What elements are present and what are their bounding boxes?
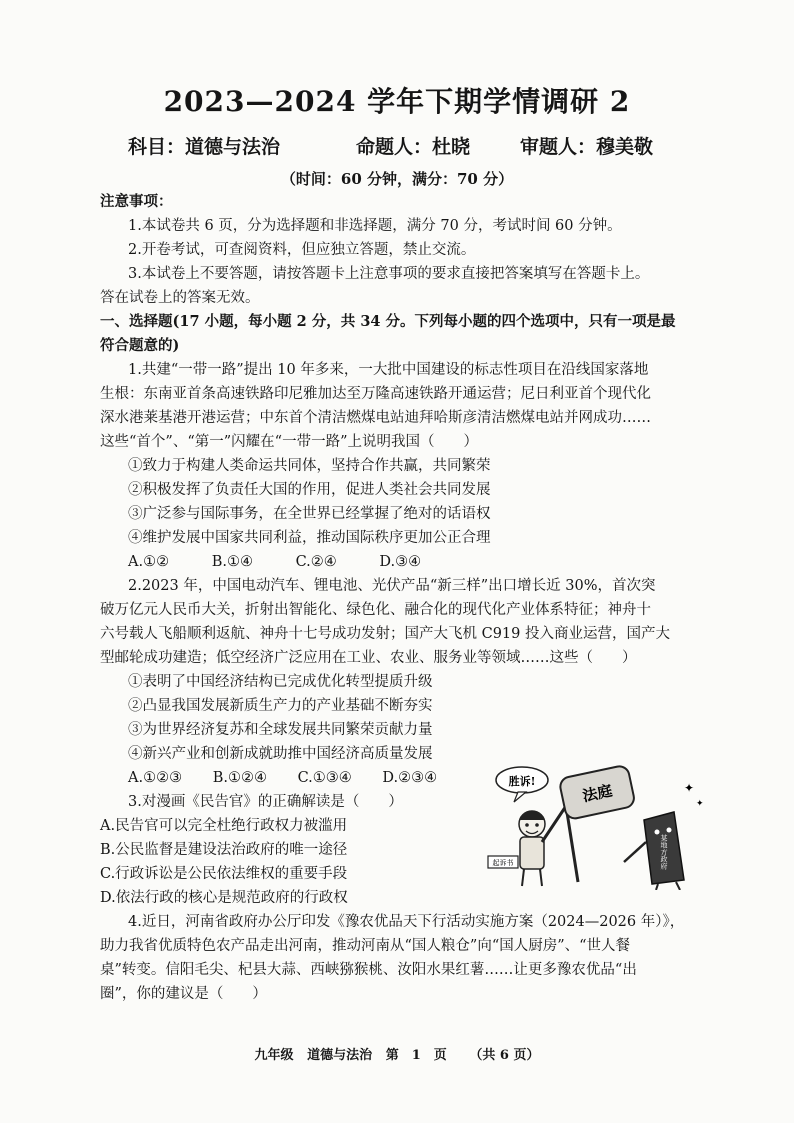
setter-label: 命题人：杜晓 xyxy=(356,136,471,158)
q4-stem: 桌”转变。信阳毛尖、杞县大蒜、西峡猕猴桃、汝阳水果红薯……让更多豫农优品“出 xyxy=(100,962,637,978)
q1-choice-a[interactable]: A.①② xyxy=(128,554,170,570)
speech-text: 胜诉! xyxy=(508,775,536,788)
hammer-label: 法庭 xyxy=(580,781,614,806)
paper-label: 起诉书 xyxy=(492,859,514,867)
q1-choice-c[interactable]: C.②④ xyxy=(295,554,337,570)
q4-stem: 4.近日，河南省政府办公厅印发《豫农优品天下行活动实施方案（2024—2026 年）》， xyxy=(128,914,685,930)
q1-statement: ③广泛参与国际事务，在全世界已经掌握了绝对的话语权 xyxy=(128,506,491,522)
q1-choices xyxy=(128,550,728,574)
dizzy-icon: ✦ xyxy=(684,781,695,795)
cartoon-illustration xyxy=(474,762,714,890)
q2-stem: 型邮轮成功建造；低空经济广泛应用在工业、农业、服务业等领域……这些（ ） xyxy=(100,650,637,666)
q1-choice-d[interactable]: D.③④ xyxy=(379,554,422,570)
q4-stem: 圈”，你的建议是（ ） xyxy=(100,986,267,1002)
q1-choice-b[interactable]: B.①④ xyxy=(211,554,253,570)
q1-statement: ④维护发展中国家共同利益，推动国际秩序更加公正合理 xyxy=(128,530,491,546)
q2-stem: 破万亿元人民币大关，折射出智能化、绿色化、融合化的现代化产业体系特征；神舟十 xyxy=(100,602,651,618)
q2-statement: ①表明了中国经济结构已完成优化转型提质升级 xyxy=(128,674,433,690)
q3-option-c[interactable]: C.行政诉讼是公民依法维权的重要手段 xyxy=(100,866,348,882)
notice-item: 3.本试卷上不要答题，请按答题卡上注意事项的要求直接把答案填写在答题卡上。 xyxy=(128,266,650,282)
q1-stem: 深水港莱基港开港运营；中东首个清洁燃煤电站迪拜哈斯彦清洁燃煤电站并网成功…… xyxy=(100,410,651,426)
section-heading: 一、选择题(17 小题，每小题 2 分，共 34 分。下列每小题的四个选项中，只有一项是最 xyxy=(100,313,676,330)
notice-item: 2.开卷考试，可查阅资料，但应独立答题，禁止交流。 xyxy=(128,242,476,258)
notice-item: 答在试卷上的答案无效。 xyxy=(100,290,260,306)
q4-stem: 助力我省优质特色农产品走出河南，推动河南从“国人粮仓”向“国人厨房”、“世人餐 xyxy=(100,938,631,954)
q2-choice-a[interactable]: A.①②③ xyxy=(128,770,183,786)
q3-option-b[interactable]: B.公民监督是建设法治政府的唯一途径 xyxy=(100,842,348,858)
footer-total: （共 6 页） xyxy=(469,1048,540,1063)
q3-option-a[interactable]: A.民告官可以完全杜绝行政权力被滥用 xyxy=(100,818,348,834)
footer-page: 第 1 页 xyxy=(385,1048,447,1063)
subject-label: 科目：道德与法治 xyxy=(128,136,281,158)
time-info: （时间：60 分钟，满分：70 分） xyxy=(280,170,514,188)
reviewer-label: 审题人：穆美敬 xyxy=(520,136,654,158)
plaintiff-body xyxy=(520,837,544,869)
q2-choice-d[interactable]: D.②③④ xyxy=(382,770,438,786)
q2-choice-c[interactable]: C.①③④ xyxy=(297,770,352,786)
exam-title: 2023—2024 学年下期学情调研 2 xyxy=(163,85,631,118)
q2-stem: 六号载人飞船顺利返航、神舟十七号成功发射；国产大飞机 C919 投入商业运营，国产大 xyxy=(100,626,670,642)
footer-grade: 九年级 xyxy=(254,1048,294,1063)
q1-stem: 1.共建“一带一路”提出 10 年多来，一大批中国建设的标志性项目在沿线国家落地 xyxy=(128,362,649,378)
notice-item: 1.本试卷共 6 页，分为选择题和非选择题，满分 70 分，考试时间 60 分钟。 xyxy=(128,218,622,234)
section-heading-cont: 符合题意的) xyxy=(100,337,180,354)
dizzy-icon: ✦ xyxy=(696,799,704,809)
q2-statement: ④新兴产业和创新成就助推中国经济高质量发展 xyxy=(128,746,433,762)
page-footer xyxy=(0,1044,794,1063)
q1-stem: 这些“首个”、“第一”闪耀在“一带一路”上说明我国（ ） xyxy=(100,434,478,450)
q2-choice-b[interactable]: B.①②④ xyxy=(212,770,267,786)
q2-statement: ③为世界经济复苏和全球发展共同繁荣贡献力量 xyxy=(128,722,433,738)
q2-stem: 2.2023 年，中国电动汽车、锂电池、光伏产品“新三样”出口增长近 30%，首次突 xyxy=(128,578,656,594)
notice-heading: 注意事项： xyxy=(100,193,173,210)
defendant-label: 某地方政府 xyxy=(660,834,668,870)
footer-subject: 道德与法治 xyxy=(307,1048,373,1063)
q1-statement: ①致力于构建人类命运共同体，坚持合作共赢，共同繁荣 xyxy=(128,458,491,474)
q2-statement: ②凸显我国发展新质生产力的产业基础不断夯实 xyxy=(128,698,433,714)
q1-statement: ②积极发挥了负责任大国的作用，促进人类社会共同发展 xyxy=(128,482,491,498)
q3-stem: 3.对漫画《民告官》的正确解读是（ ） xyxy=(128,794,403,810)
q3-option-d[interactable]: D.依法行政的核心是规范政府的行政权 xyxy=(100,890,348,906)
q1-stem: 生根：东南亚首条高速铁路印尼雅加达至万隆高速铁路开通运营；尼日利亚首个现代化 xyxy=(100,386,651,402)
